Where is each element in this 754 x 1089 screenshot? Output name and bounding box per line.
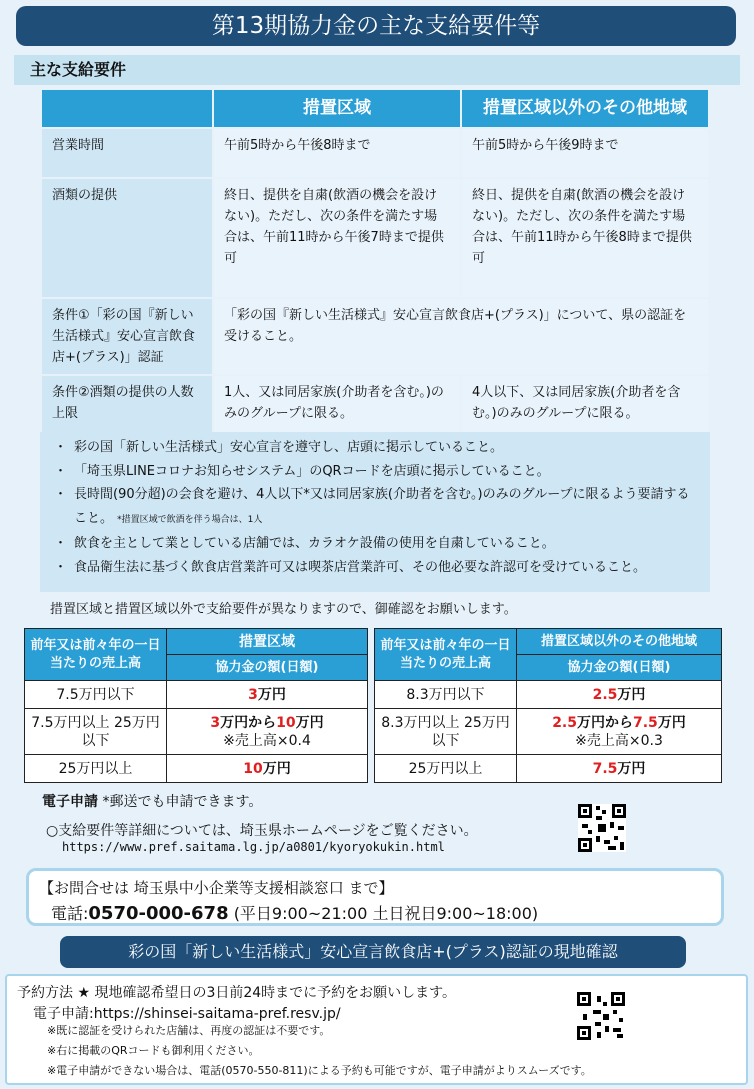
row-label: 酒類の提供 [42,179,212,297]
amount-unit: 万円 [257,686,286,703]
apply-line [42,791,262,811]
amount-note: ※売上高×0.3 [575,732,663,749]
amount-unit: 万円 [657,714,686,731]
row-value: 「彩の国『新しい生活様式』安心宣言飲食店+(プラス)」について、県の認証を受けること。 [214,299,708,374]
amount-mid: 万円から [577,714,633,731]
sales-cell: 8.3万円以上 25万円以下 [375,709,517,755]
contact-heading: 【お問合せは 埼玉県中小企業等支援相談窓口 まで】 [39,879,394,897]
difference-note: 措置区域と措置区域以外で支給要件が異なりますので、御確認をお願いします。 [50,602,517,617]
reservation-note: ※既に認証を受けられた店舗は、再度の認証は不要です。 [47,1024,331,1037]
reservation-box [5,974,748,1085]
qr-code-icon[interactable] [578,804,626,852]
apply-note: *郵送でも申請できます。 [102,794,263,810]
header-blank [42,90,212,127]
detail-text: ○支給要件等詳細については、埼玉県ホームページをご覧ください。 [46,823,478,839]
detail-url[interactable]: https://www.pref.saitama.lg.jp/a0801/kyoryokukin.html [62,840,445,854]
apply-label: 電子申請 [42,794,98,810]
row-label: 条件②酒類の提供の人数上限 [42,376,212,434]
col-zone-header: 措置区域以外のその他地域 [517,629,722,655]
row-value: 終日、提供を自粛(飲酒の機会を設けない)。ただし、次の条件を満たす場合は、午前11時から午後8時まで提供可 [462,179,708,297]
condition-item: 長時間(90分超)の会食を避け、4人以下*又は同居家族(介助者を含む。)のみのグループに限るよう要請すること。 [74,487,690,526]
amount-note: ※売上高×0.4 [223,732,311,749]
amount-table-other [374,628,722,783]
amount-value: 2.5 [592,686,618,703]
row-label: 営業時間 [42,129,212,177]
row-value: 1人、又は同居家族(介助者を含む。)のみのグループに限る。 [214,376,460,434]
condition-item: 食品衛生法に基づく飲食店営業許可又は喫茶店営業許可、その他必要な許認可を受けていること。 [74,559,647,575]
condition-item: 「埼玉県LINEコロナお知らせシステム」のQRコードを店頭に掲示していること。 [74,463,550,479]
section-heading: 主な支給要件 [14,55,740,85]
col-sales-header: 前年又は前々年の一日当たりの売上高 [375,629,517,681]
col-amount-header: 協力金の額(日額) [167,655,368,681]
contact-box [26,868,724,926]
amount-unit: 万円 [617,760,646,777]
amount-table-zone [24,628,368,783]
amount-unit: 万円 [262,760,291,777]
condition-footnote: *措置区域で飲酒を伴う場合は、1人 [117,514,263,525]
sales-cell: 25万円以上 [25,755,167,783]
amount-value: 3 [248,686,258,703]
amount-value: 7.5 [592,760,618,777]
contact-hours: (平日9:00~21:00 土日祝日9:00~18:00) [233,904,539,923]
sales-cell: 25万円以上 [375,755,517,783]
reservation-note: ※右に掲載のQRコードも御利用ください。 [47,1044,260,1057]
contact-phone-line [51,901,538,924]
amount-to: 10 [276,714,296,731]
row-value: 4人以下、又は同居家族(介助者を含む。)のみのグループに限る。 [462,376,708,434]
requirements-table [40,88,710,436]
col-zone-header: 措置区域 [167,629,368,655]
reservation-note: ※電子申請ができない場合は、電話(0570-550-811)による予約も可能ですが、電子申請がよりスムーズです。 [47,1064,592,1077]
amount-to: 7.5 [633,714,658,731]
amount-unit: 万円 [295,714,324,731]
verification-banner: 彩の国「新しい生活様式」安心宣言飲食店+(プラス)認証の現地確認 [60,936,686,968]
condition-item: 彩の国「新しい生活様式」安心宣言を遵守し、店頭に掲示していること。 [74,440,504,455]
reservation-method: 予約方法 ★ 現地確認希望日の3日前24時までに予約をお願いします。 [17,985,457,1001]
sales-cell: 8.3万円以下 [375,681,517,709]
amount-value: 10 [243,760,263,777]
reservation-url[interactable]: 電子申請:https://shinsei-saitama-pref.resv.jp/ [33,1006,341,1022]
amount-mid: 万円から [220,714,277,731]
sales-cell: 7.5万円以上 25万円以下 [25,709,167,755]
col-sales-header: 前年又は前々年の一日当たりの売上高 [25,629,167,681]
row-label: 条件①「彩の国『新しい生活様式』安心宣言飲食店+(プラス)」認証 [42,299,212,374]
col-amount-header: 協力金の額(日額) [517,655,722,681]
header-zone: 措置区域 [214,90,460,127]
phone-label: 電話: [51,904,89,923]
condition-item: 飲食を主として業としている店舗では、カラオケ設備の使用を自粛していること。 [74,536,555,551]
header-other: 措置区域以外のその他地域 [462,90,708,127]
row-value: 終日、提供を自粛(飲酒の機会を設けない)。ただし、次の条件を満たす場合は、午前11時から午後7時まで提供可 [214,179,460,297]
amount-unit: 万円 [617,686,646,703]
sales-cell: 7.5万円以下 [25,681,167,709]
row-value: 午前5時から午後8時まで [214,129,460,177]
qr-code-icon[interactable] [577,992,625,1040]
conditions-list: ・ 彩の国「新しい生活様式」安心宣言を遵守し、店頭に掲示していること。 ・ 「埼玉県LINEコロナお知らせシステム」のQRコードを店頭に掲示していること。 ・ 長時間(90分超)の会食を避け、4人以下*又は同居家族(介助者を含む。)のみのグループに限るよう要請すること。 *措置区域で飲酒を伴う場合は、1人 ・ 飲食を主として業としている店舗では、カラオケ設備の使用を自粛していること。 ・ 食品衛生法に基づく飲食店営業許可又は喫茶店営業許可、その他必要な許認可を受けていること。 [40,432,710,592]
amount-from: 2.5 [552,714,577,731]
phone-number[interactable]: 0570-000-678 [88,903,229,924]
amount-from: 3 [210,714,221,731]
row-value: 午前5時から午後9時まで [462,129,708,177]
page-title: 第13期協力金の主な支給要件等 [16,6,736,46]
